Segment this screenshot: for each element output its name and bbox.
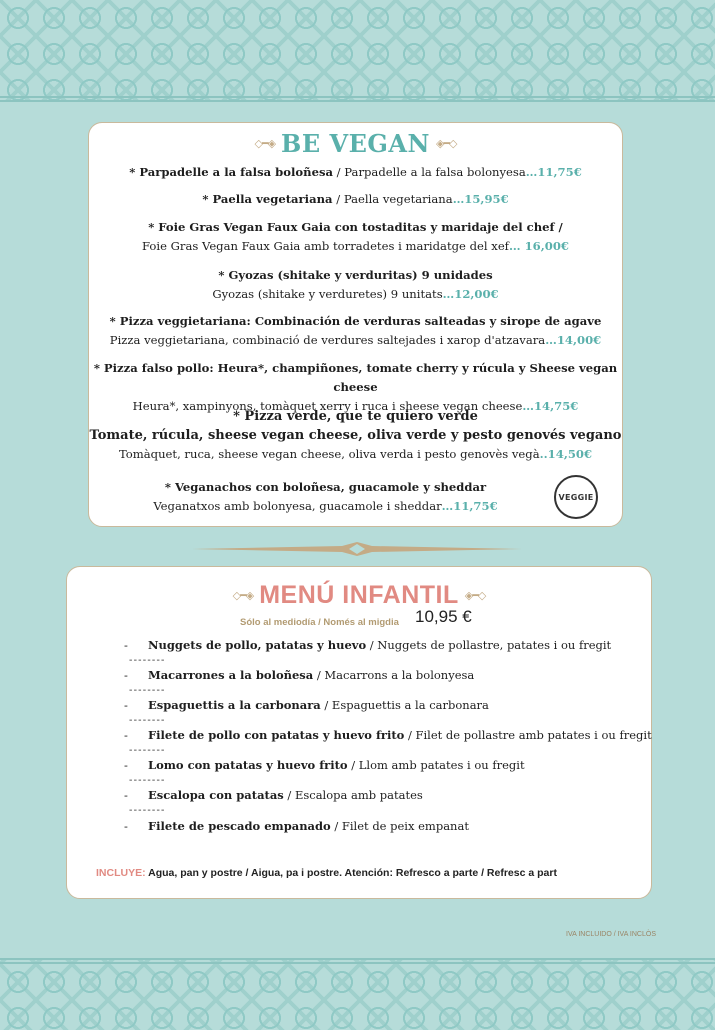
- menu-item: * Parpadelle a la falsa boloñesa / Parpadelle a la falsa bolonyesa…11,75€: [129, 165, 582, 179]
- kids-menu-price: 10,95 €: [415, 607, 472, 626]
- menu-item: * Paella vegetariana / Paella vegetariana…15,95€: [202, 192, 509, 206]
- item-separator: --------: [129, 745, 166, 756]
- includes-note: INCLUYE: Agua, pan y postre / Aigua, pa i postre. Atención: Refresco a parte / Refresc a part: [96, 867, 557, 879]
- decorative-pattern-top: [0, 0, 715, 102]
- item-separator: --------: [129, 715, 166, 726]
- decorative-pattern-bottom: [0, 958, 715, 1030]
- menu-item: * Foie Gras Vegan Faux Gaia con tostaditas y maridaje del chef / Foie Gras Vegan Faux Gaia amb torradetes i maridatge del xef… 16,00€: [142, 220, 569, 253]
- kids-menu-card: ◇━◈ MENÚ INFANTIL ◈━◇ Sólo al mediodía / Només al migdia 10,95 € - Nuggets de pollo, patatas y huevo / Nuggets de pollastre, patates i ou fregit -------- - Macarrones a la boloñesa / Macarrons a la bolonyesa -------- - Espaguettis a la carbonara / Espaguettis a la carbonara -------- - Filete de pollo con patatas y huevo frito / Filet de pollastre amb patates i ou fregit -------- - Lomo con patatas y huevo frito / Llom amb patates i ou fregit -------- - Escalopa con patatas / Escalopa amb patates -------- - Filete de pescado empanado / Filet de peix empanat INCLUYE: Agua, pan y postre / Aigua, pa i postre. Atención: Refresco a parte / Refresc a part: [66, 566, 652, 899]
- menu-item: * Pizza falso pollo: Heura*, champiñones, tomate cherry y rúcula y Sheese vegan cheese Heura*, xampinyons, tomàquet xerry i ruca i sheese vegan cheese…14,75€: [93, 361, 618, 413]
- item-separator: --------: [129, 655, 166, 666]
- vegan-title: BE VEGAN: [281, 129, 430, 158]
- item-separator: --------: [129, 805, 166, 816]
- vegan-menu-card: [88, 122, 623, 527]
- item-separator: --------: [129, 685, 166, 696]
- ornament-left-icon: ◇━◈: [232, 589, 254, 602]
- ornamental-divider-icon: [192, 542, 522, 556]
- menu-item: * Pizza veggietariana: Combinación de verduras salteadas y sirope de agave Pizza veggietariana, combinació de verdures saltejades i xarop d'atzavara…14,00€: [109, 314, 602, 347]
- ornament-left-icon: ◇━◈: [254, 137, 276, 150]
- vegan-title-row: [89, 129, 622, 158]
- veggie-leaf-icon: VEGGIE: [554, 475, 598, 519]
- kids-title: MENÚ INFANTIL: [259, 581, 459, 609]
- menu-item: * Pizza verde, que te quiero verde Tomate, rúcula, sheese vegan cheese, oliva verde y pesto genovés vegano Tomàquet, ruca, sheese vegan cheese, oliva verda i pesto genovès vegà..14,50€: [89, 409, 622, 461]
- item-separator: --------: [129, 775, 166, 786]
- menu-item: * Veganachos con boloñesa, guacamole y sheddar Veganatxos amb bolonyesa, guacamole i sheddar…11,75€: [153, 480, 498, 513]
- tax-note: IVA INCLUIDO / IVA INCLÒS: [566, 931, 656, 938]
- menu-item: * Gyozas (shitake y verduritas) 9 unidades Gyozas (shitake y verduretes) 9 unitats…12,00€: [212, 268, 499, 301]
- kids-title-row: [67, 581, 651, 610]
- ornament-right-icon: ◈━◇: [435, 137, 457, 150]
- ornament-right-icon: ◈━◇: [464, 589, 486, 602]
- kids-availability-note: Sólo al mediodía / Només al migdia: [240, 617, 399, 628]
